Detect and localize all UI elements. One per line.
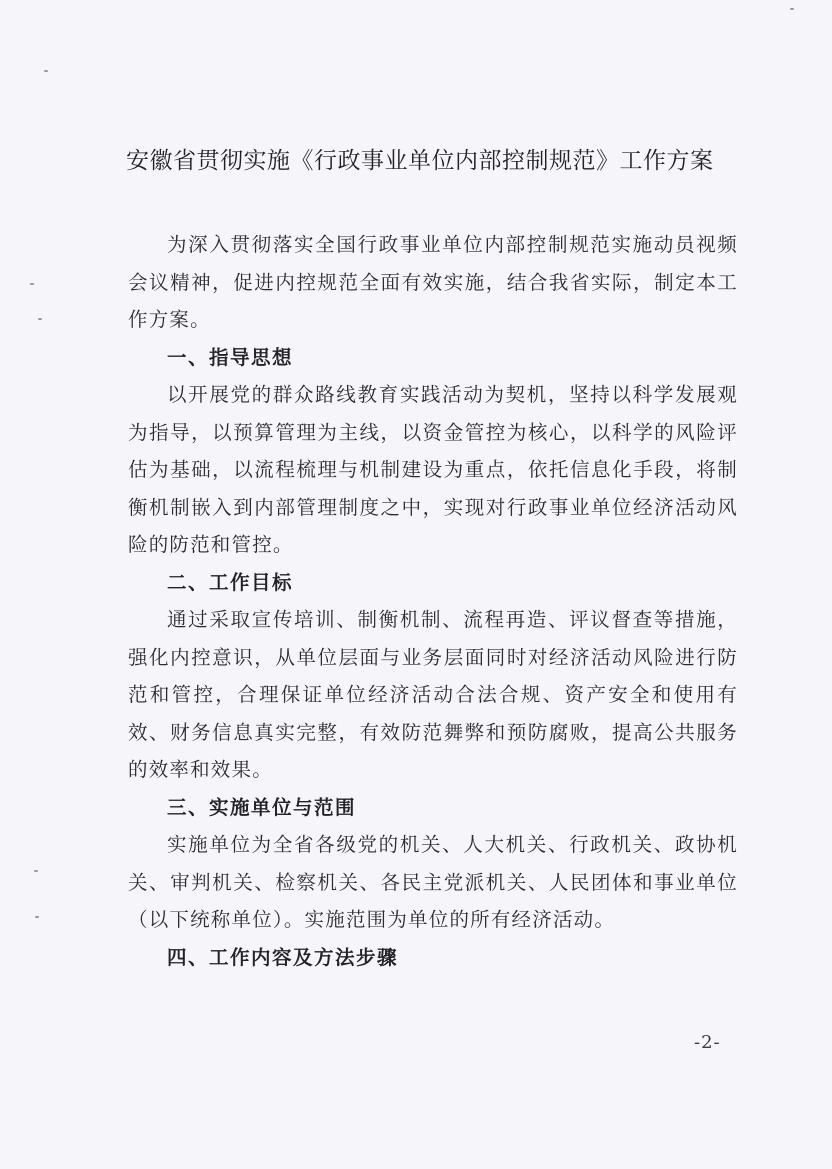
section-paragraph-work-goals: 通过采取宣传培训、制衡机制、流程再造、评议督查等措施，强化内控意识，从单位层面与业务层面同时对经济活动风险进行防范和管控，合理保证单位经济活动合法合规、资产安全和使用有效、财务信息真实完整，有效防范舞弊和预防腐败，提高公共服务的效率和效果。 <box>128 608 738 781</box>
document-body <box>128 226 738 976</box>
scan-speck <box>35 916 39 918</box>
document-title: 安徽省贯彻实施《行政事业单位内部控制规范》工作方案 <box>126 148 714 174</box>
intro-paragraph: 为深入贯彻落实全国行政事业单位内部控制规范实施动员视频会议精神，促进内控规范全面有效实施，结合我省实际，制定本工作方案。 <box>128 233 738 331</box>
scan-speck <box>34 870 38 872</box>
scan-speck <box>30 283 34 285</box>
section-paragraph-guiding-ideology: 以开展党的群众路线教育实践活动为契机，坚持以科学发展观为指导，以预算管理为主线，以资金管控为核心，以科学的风险评估为基础，以流程梳理与机制建设为重点，依托信息化手段，将制衡机制嵌入到内部管理制度之中，实现对行政事业单位经济活动风险的防范和管控。 <box>128 383 738 556</box>
section-heading-work-content: 四、工作内容及方法步骤 <box>167 945 399 969</box>
page-number: -2- <box>694 1032 721 1053</box>
scan-speck <box>790 8 794 10</box>
section-paragraph-scope: 实施单位为全省各级党的机关、人大机关、行政机关、政协机关、审判机关、检察机关、各民主党派机关、人民团体和事业单位（以下统称单位）。实施范围为单位的所有经济活动。 <box>128 833 738 931</box>
scan-speck <box>38 318 42 320</box>
section-heading-guiding-ideology: 一、指导思想 <box>167 345 294 369</box>
section-heading-scope: 三、实施单位与范围 <box>167 795 357 819</box>
scan-speck <box>44 70 48 72</box>
section-heading-work-goals: 二、工作目标 <box>167 570 294 594</box>
